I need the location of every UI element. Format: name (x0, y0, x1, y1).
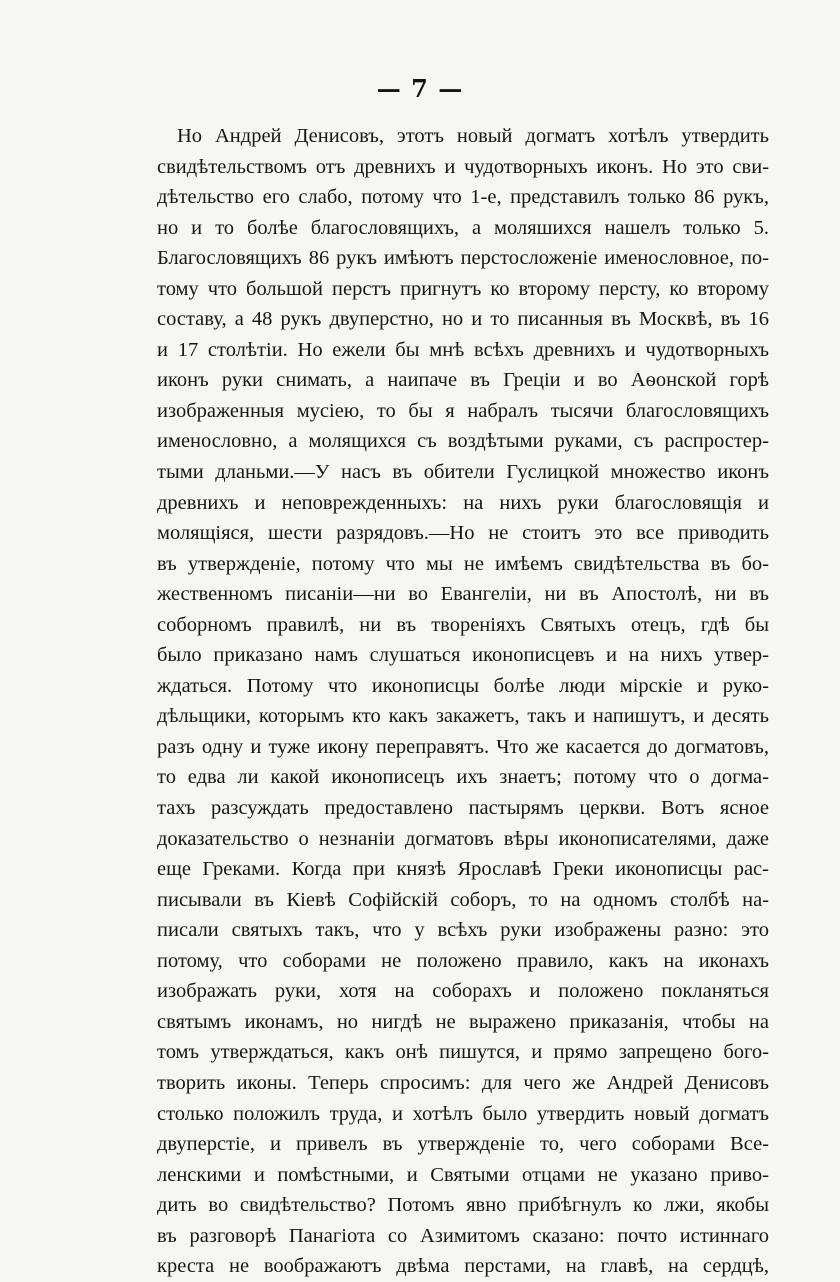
text-line: въ утвержденіе, потому что мы не имѣемъ свидѣтельства въ бо- (157, 552, 769, 575)
text-line: Благословящихъ 86 рукъ имѣютъ перстосложеніе именословное, по- (157, 247, 769, 270)
text-line: креста не воображаютъ двѣма перстами, на главѣ, на сердцѣ, (157, 1255, 769, 1278)
text-line: иконъ руки снимать, а наипаче въ Греціи и во Аѳонской горѣ (157, 369, 769, 392)
text-line: дѣльщики, которымъ кто какъ закажетъ, такъ и напишутъ, и десять (157, 705, 769, 728)
text-line: то едва ли какой иконописецъ ихъ знаетъ; потому что о догма- (157, 766, 769, 789)
text-line: тахъ разсуждать предоставлено пастырямъ церкви. Вотъ ясное (157, 797, 769, 820)
text-line: тыми дланьми.—У насъ въ обители Гуслицкой множество иконъ (157, 461, 769, 484)
text-line: столько положилъ труда, и хотѣлъ было утвердить новый догматъ (157, 1102, 769, 1125)
text-line: писали святыхъ такъ, что у всѣхъ руки изображены разно: это (157, 919, 769, 942)
text-line: разъ одну и туже икону переправятъ. Что же касается до догматовъ, (157, 735, 769, 758)
text-line: и 17 столѣтіи. Но ежели бы мнѣ всѣхъ древнихъ и чудотворныхъ (157, 338, 769, 361)
text-line: святымъ иконамъ, но нигдѣ не выражено приказанія, чтобы на (157, 1010, 769, 1033)
text-line: тому что большой перстъ пригнутъ ко второму персту, ко второму (157, 277, 769, 300)
text-line: но и то болѣе благословящихъ, а моляшихся нашелъ только 5. (157, 216, 769, 239)
text-line: ждаться. Потому что иконописцы болѣе люди мірскіе и руко- (157, 674, 769, 697)
text-line: было приказано намъ слушаться иконописцевъ и на нихъ утвер- (157, 644, 769, 667)
text-line: ленскими и помѣстными, и Святыми отцами не указано приво- (157, 1163, 769, 1186)
text-line: доказательство о незнаніи догматовъ вѣры иконописателями, даже (157, 827, 769, 850)
text-line: именословно, а молящихся съ воздѣтыми руками, съ распростер- (157, 430, 769, 453)
text-line: дѣтельство его слабо, потому что 1-е, представилъ только 86 рукъ, (157, 186, 769, 209)
text-line: изображать руки, хотя на соборахъ и положено покланяться (157, 980, 769, 1003)
text-line: еще Греками. Когда при князѣ Ярославѣ Греки иконописцы рас- (157, 858, 769, 881)
text-line: жественномъ писаніи—ни во Евангеліи, ни въ Апостолѣ, ни въ (157, 583, 769, 606)
page-number: — 7 — (376, 74, 464, 103)
text-line: писывали въ Кіевѣ Софійскій соборъ, то на одномъ столбѣ на- (157, 888, 769, 911)
text-line: свидѣтельствомъ отъ древнихъ и чудотворныхъ иконъ. Но это сви- (157, 155, 769, 178)
text-line: составу, а 48 рукъ двуперстно, но и то писанныя въ Москвѣ, въ 16 (157, 308, 769, 331)
text-line: молящіяся, шести разрядовъ.—Но не стоитъ это все приводить (157, 522, 769, 545)
text-line: томъ утверждаться, какъ онѣ пишутся, и прямо запрещено бого- (157, 1041, 769, 1064)
text-line: изображенныя мусіею, то бы я набралъ тысячи благословящихъ (157, 399, 769, 422)
text-line: двуперстіе, и привелъ въ утвержденіе то, чего соборами Все- (157, 1133, 769, 1156)
text-line: творить иконы. Теперь спросимъ: для чего же Андрей Денисовъ (157, 1071, 769, 1094)
body-text (157, 121, 769, 1282)
text-line: въ разговорѣ Панагіота со Азимитомъ сказано: почто истиннаго (157, 1224, 769, 1247)
text-line: соборномъ правилѣ, ни въ твореніяхъ Святыхъ отецъ, гдѣ бы (157, 613, 769, 636)
text-line: потому, что соборами не положено правило, какъ на иконахъ (157, 949, 769, 972)
text-line: древнихъ и неповрежденныхъ: на нихъ руки благословящія и (157, 491, 769, 514)
text-line: Но Андрей Денисовъ, этотъ новый догматъ хотѣлъ утвердить (177, 125, 769, 147)
text-line: дить во свидѣтельство? Потомъ явно прибѣгнулъ ко лжи, якобы (157, 1194, 769, 1217)
